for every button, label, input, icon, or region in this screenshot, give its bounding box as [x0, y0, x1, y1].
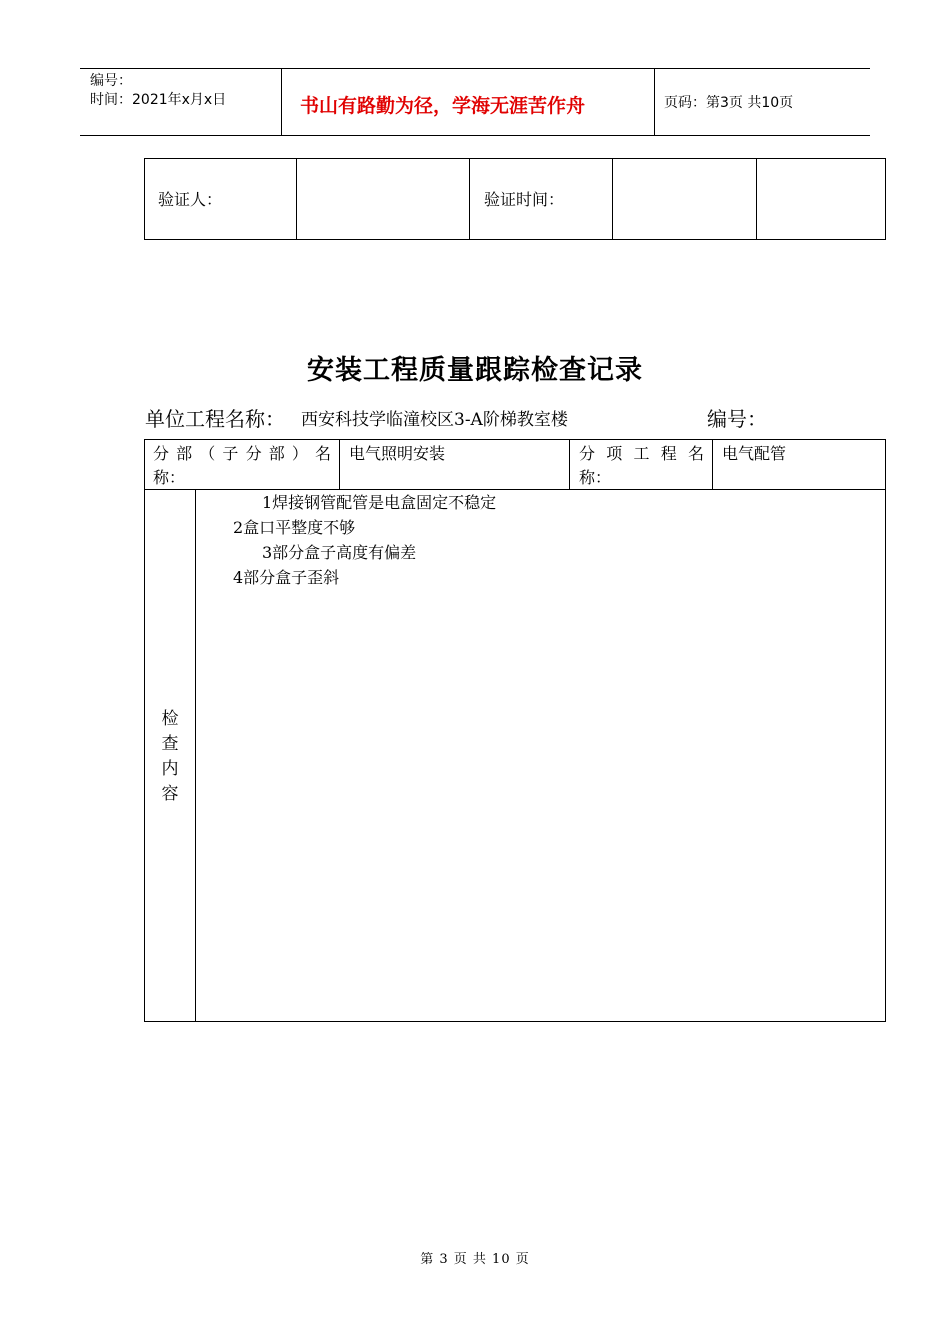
- inspection-item: 1焊接钢管配管是电盒固定不稳定: [262, 493, 497, 512]
- label-char: 部: [268, 444, 285, 463]
- division-value: 电气照明安装: [349, 444, 446, 463]
- label-char: 工: [633, 444, 650, 463]
- header-bottom-rule: [80, 135, 870, 136]
- subitem-label-line2: 称：: [579, 468, 612, 487]
- record-col-divider: [712, 439, 713, 489]
- unit-project-value: 西安科技学临潼校区3-A阶梯教室楼: [301, 410, 568, 430]
- inspection-label-char: 容: [161, 784, 179, 804]
- label-char: 分: [579, 444, 596, 463]
- label-char: ）: [291, 444, 308, 463]
- header-date: 时间：2021年x月x日: [90, 92, 227, 108]
- label-char: 部: [176, 444, 193, 463]
- subitem-label: [579, 442, 704, 490]
- inspection-item: 2盒口平整度不够: [233, 518, 356, 537]
- verification-col-divider: [296, 158, 297, 240]
- header-divider: [281, 68, 282, 135]
- division-label: [153, 442, 331, 490]
- record-title: 安装工程质量跟踪检查记录: [307, 355, 643, 386]
- verification-col-divider: [469, 158, 470, 240]
- subitem-label-line1: [579, 442, 704, 466]
- inspection-item: 4部分盒子歪斜: [233, 568, 340, 587]
- verification-col-divider: [612, 158, 613, 240]
- verifier-label: 验证人：: [158, 190, 223, 209]
- header-divider: [654, 68, 655, 135]
- inspection-item: 3部分盒子高度有偏差: [262, 543, 417, 562]
- record-col-divider: [569, 439, 570, 489]
- inspection-label-char: 检: [161, 709, 179, 729]
- label-char: 项: [606, 444, 623, 463]
- label-char: 子: [222, 444, 239, 463]
- subitem-value: 电气配管: [722, 444, 787, 463]
- label-char: 名: [314, 444, 331, 463]
- division-label-line1: [153, 442, 331, 466]
- label-char: 程: [660, 444, 677, 463]
- verify-time-label: 验证时间：: [484, 190, 565, 209]
- label-char: （: [199, 444, 216, 463]
- record-number-label: 编号：: [707, 407, 767, 431]
- label-char: 分: [245, 444, 262, 463]
- record-col-divider: [195, 489, 196, 1022]
- division-label-line2: 称：: [153, 468, 186, 487]
- header-motto: 书山有路勤为径，学海无涯苦作舟: [300, 95, 586, 117]
- unit-project-label: 单位工程名称：: [145, 407, 285, 431]
- header-page-info: 页码：第3页 共10页: [664, 95, 794, 111]
- inspection-content-label: [160, 707, 180, 807]
- header-number-label: 编号：: [90, 73, 132, 89]
- label-char: 分: [153, 444, 170, 463]
- record-col-divider: [339, 439, 340, 489]
- page-footer: 第 3 页 共 10 页: [420, 1252, 530, 1267]
- verification-col-divider: [756, 158, 757, 240]
- inspection-label-char: 查: [161, 734, 179, 754]
- label-char: 名: [687, 444, 704, 463]
- header-top-rule: [80, 68, 870, 69]
- inspection-label-char: 内: [161, 759, 179, 779]
